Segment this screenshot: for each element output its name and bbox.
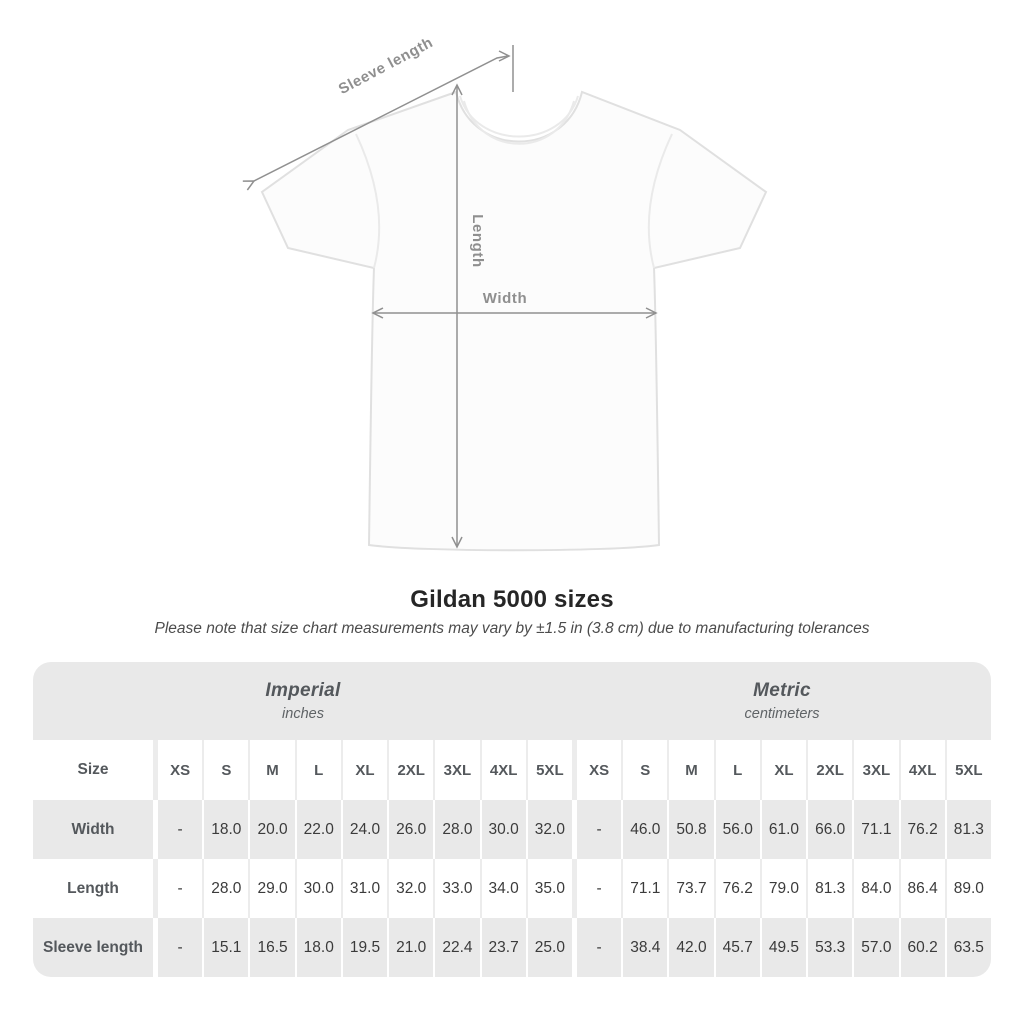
width-label: Width: [482, 290, 528, 307]
table-cell: 81.3: [945, 800, 991, 859]
table-cell: 28.0: [433, 800, 479, 859]
imperial-title: Imperial: [265, 680, 341, 701]
size-header-cell: XL: [760, 740, 806, 800]
size-header-cell: M: [667, 740, 713, 800]
row-label: Width: [71, 820, 115, 838]
table-cell: 18.0: [295, 918, 341, 977]
chart-title: Gildan 5000 sizes: [410, 586, 614, 613]
table-cell: 19.5: [341, 918, 387, 977]
table-cell: 22.0: [295, 800, 341, 859]
size-header-cell: XL: [341, 740, 387, 800]
table-cell: 32.0: [526, 800, 572, 859]
table-cell: 35.0: [526, 859, 572, 918]
table-cell: 16.5: [248, 918, 294, 977]
sleeve-length-label: Sleeve length: [335, 33, 437, 99]
table-body: [33, 800, 991, 977]
table-cell: 89.0: [945, 859, 991, 918]
table-row: [33, 800, 991, 859]
size-header-cell: 3XL: [433, 740, 479, 800]
size-header-cell: S: [621, 740, 667, 800]
table-cell: 42.0: [667, 918, 713, 977]
size-header-cell: XS: [153, 740, 202, 800]
table-cell: 46.0: [621, 800, 667, 859]
size-header-cell: 4XL: [480, 740, 526, 800]
table-cell: 31.0: [341, 859, 387, 918]
table-cell: 81.3: [806, 859, 852, 918]
chart-subtitle: Please note that size chart measurements may vary by ±1.5 in (3.8 cm) due to manufacturing tolerances: [154, 620, 870, 637]
table-cell: 86.4: [899, 859, 945, 918]
unit-system-band: [33, 662, 991, 740]
table-cell: 73.7: [667, 859, 713, 918]
table-cell: -: [572, 800, 621, 859]
table-cell: -: [153, 800, 202, 859]
imperial-section-header: [33, 662, 573, 740]
table-cell: -: [572, 859, 621, 918]
table-cell: 32.0: [387, 859, 433, 918]
table-cell: 20.0: [248, 800, 294, 859]
table-cell: 30.0: [295, 859, 341, 918]
size-column-header: Size: [77, 761, 109, 778]
size-header-cell: 4XL: [899, 740, 945, 800]
table-cell: 71.1: [621, 859, 667, 918]
table-cell: 79.0: [760, 859, 806, 918]
table-cell: -: [153, 859, 202, 918]
size-header-cell: XS: [572, 740, 621, 800]
table-cell: 24.0: [341, 800, 387, 859]
table-cell: 71.1: [852, 800, 898, 859]
size-header-cell: M: [248, 740, 294, 800]
metric-title: Metric: [753, 680, 811, 701]
table-row: [33, 918, 991, 977]
size-header-cell: L: [714, 740, 760, 800]
table-cell: 84.0: [852, 859, 898, 918]
table-cell: 21.0: [387, 918, 433, 977]
table-cell: 61.0: [760, 800, 806, 859]
metric-unit: centimeters: [744, 706, 820, 722]
table-cell: 60.2: [899, 918, 945, 977]
table-cell: 76.2: [899, 800, 945, 859]
table-cell: 34.0: [480, 859, 526, 918]
table-cell: 26.0: [387, 800, 433, 859]
row-label: Sleeve length: [43, 938, 143, 956]
table-cell: 49.5: [760, 918, 806, 977]
metric-section-header: [573, 662, 991, 740]
size-header-cell: 5XL: [945, 740, 991, 800]
table-cell: 66.0: [806, 800, 852, 859]
table-cell: 29.0: [248, 859, 294, 918]
table-cell: -: [153, 918, 202, 977]
table-cell: 25.0: [526, 918, 572, 977]
table-cell: 57.0: [852, 918, 898, 977]
size-header-cell: S: [202, 740, 248, 800]
size-header-cell: 5XL: [526, 740, 572, 800]
table-cell: 38.4: [621, 918, 667, 977]
table-row: [33, 859, 991, 918]
table-cell: 22.4: [433, 918, 479, 977]
size-header-cell: 2XL: [806, 740, 852, 800]
table-cell: 45.7: [714, 918, 760, 977]
table-cell: 28.0: [202, 859, 248, 918]
length-label: Length: [469, 214, 486, 268]
title-block: [0, 586, 1024, 638]
table-cell: 53.3: [806, 918, 852, 977]
size-header-cell: 3XL: [852, 740, 898, 800]
size-chart-table: [33, 662, 991, 977]
table-cell: 15.1: [202, 918, 248, 977]
table-cell: 33.0: [433, 859, 479, 918]
table-cell: 56.0: [714, 800, 760, 859]
row-label: Length: [67, 879, 119, 897]
table-cell: -: [572, 918, 621, 977]
tshirt-illustration: [262, 92, 766, 550]
table-cell: 18.0: [202, 800, 248, 859]
size-header-cell: 2XL: [387, 740, 433, 800]
table-cell: 50.8: [667, 800, 713, 859]
size-header-row: [33, 740, 991, 800]
table-cell: 76.2: [714, 859, 760, 918]
table-cell: 23.7: [480, 918, 526, 977]
table-cell: 30.0: [480, 800, 526, 859]
imperial-unit: inches: [282, 706, 324, 722]
size-header-cell: L: [295, 740, 341, 800]
table-cell: 63.5: [945, 918, 991, 977]
